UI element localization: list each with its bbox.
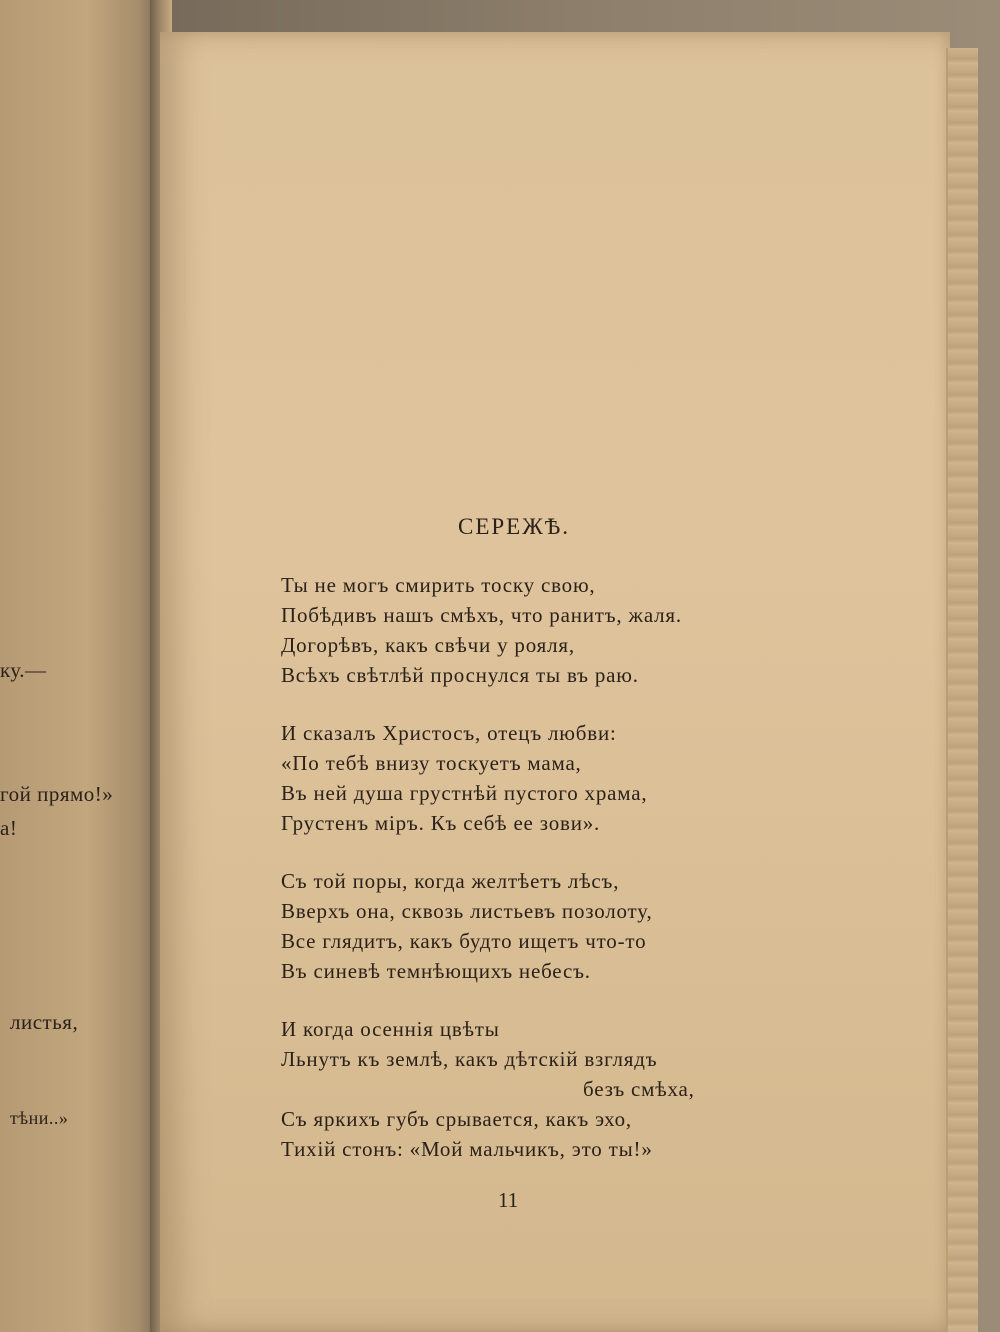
- stanza: [281, 866, 761, 986]
- page-number: 11: [498, 1188, 519, 1212]
- poem-line: Въ ней душа грустнѣй пустого храма,: [281, 781, 648, 805]
- stanza: [281, 1014, 761, 1164]
- poem-line: Въ синевѣ темнѣющихъ небесъ.: [281, 959, 591, 983]
- poem-line: Догорѣвъ, какъ свѣчи у рояля,: [281, 633, 575, 657]
- poem-body: [281, 570, 761, 1192]
- poem-line: И сказалъ Христосъ, отецъ любви:: [281, 721, 617, 745]
- poem-line: Всѣхъ свѣтлѣй проснулся ты въ раю.: [281, 663, 639, 687]
- stanza: [281, 570, 761, 690]
- poem-line: Тихій стонъ: «Мой мальчикъ, это ты!»: [281, 1137, 653, 1161]
- poem-line: Побѣдивъ нашъ смѣхъ, что ранитъ, жаля.: [281, 603, 682, 627]
- left-page-fragment: тѣни..»: [10, 1108, 69, 1128]
- poem-line: И когда осеннія цвѣты: [281, 1017, 500, 1041]
- poem-title: СЕРЕЖѢ.: [458, 514, 571, 539]
- stanza: [281, 718, 761, 838]
- page-edges: [946, 48, 978, 1332]
- poem-line: «По тебѣ внизу тоскуетъ мама,: [281, 751, 582, 775]
- left-page-fragment: ку.—: [0, 658, 47, 682]
- left-page-fragment: а!: [0, 816, 18, 840]
- poem-line-continuation: безъ смѣха,: [583, 1077, 695, 1101]
- left-page-fragment: листья,: [10, 1010, 79, 1034]
- left-page-fragment: гой прямо!»: [0, 782, 114, 806]
- poem-line: Съ той поры, когда желтѣетъ лѣсъ,: [281, 869, 620, 893]
- poem-line: Льнутъ къ землѣ, какъ дѣтскій взглядъ: [281, 1047, 658, 1071]
- poem-line: Все глядитъ, какъ будто ищетъ что-то: [281, 929, 647, 953]
- poem-line: Ты не могъ смирить тоску свою,: [281, 573, 596, 597]
- poem-line: Грустенъ міръ. Къ себѣ ее зови».: [281, 811, 601, 835]
- poem-line: Съ яркихъ губъ срывается, какъ эхо,: [281, 1107, 632, 1131]
- left-facing-page: [0, 0, 158, 1332]
- poem-line: Вверхъ она, сквозь листьевъ позолоту,: [281, 899, 653, 923]
